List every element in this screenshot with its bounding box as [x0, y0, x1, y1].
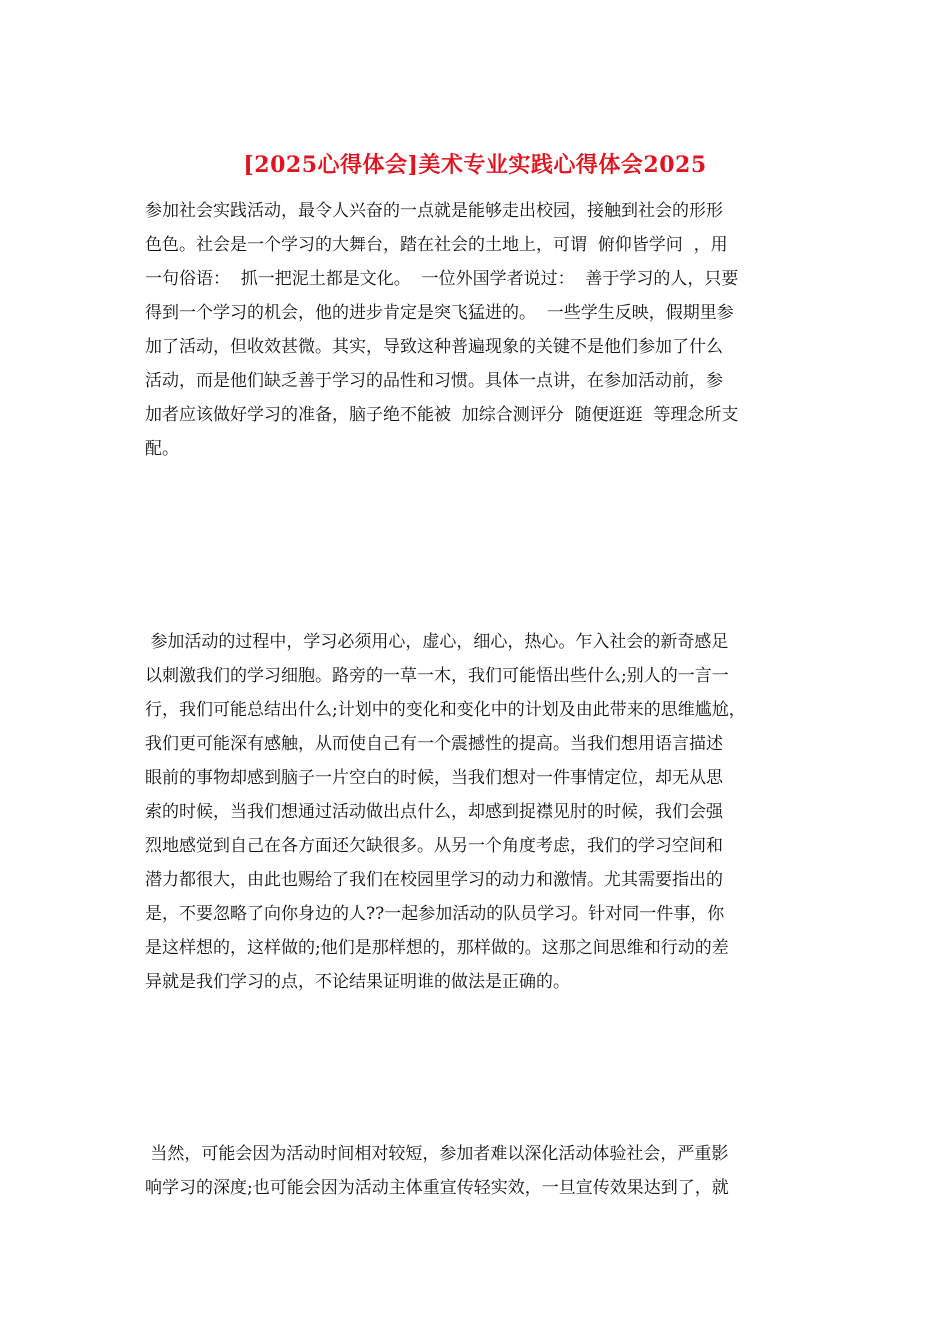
paragraph-line: 是这样想的，这样做的;他们是那样想的，那样做的。这那之间思维和行动的差 — [145, 938, 729, 958]
paragraph-3 — [145, 1137, 813, 1205]
paragraph-line: 眼前的事物却感到脑子一片空白的时候，当我们想对一件事情定位，却无从思 — [145, 768, 723, 788]
paragraph-line: 得到一个学习的机会，他的进步肯定是突飞猛进的。 一些学生反映，假期里参 — [145, 303, 734, 323]
paragraph-line: 索的时候，当我们想通过活动做出点什么，却感到捉襟见肘的时候，我们会强 — [145, 802, 723, 822]
paragraph-1 — [145, 194, 813, 466]
paragraph-line: 烈地感觉到自己在各方面还欠缺很多。从另一个角度考虑，我们的学习空间和 — [145, 836, 723, 856]
paragraph-line: 活动，而是他们缺乏善于学习的品性和习惯。具体一点讲，在参加活动前，参 — [145, 371, 723, 391]
paragraph-line: 潜力都很大，由此也赐给了我们在校园里学习的动力和激情。尤其需要指出的 — [145, 870, 723, 890]
paragraph-line: 色色。社会是一个学习的大舞台，踏在社会的土地上，可谓 俯仰皆学问 ，用 — [145, 235, 728, 255]
paragraph-line: 行，我们可能总结出什么;计划中的变化和变化中的计划及由此带来的思维尴尬， — [145, 700, 746, 720]
paragraph-2 — [145, 625, 813, 999]
paragraph-line: 以刺激我们的学习细胞。路旁的一草一木，我们可能悟出些什么;别人的一言一 — [145, 666, 729, 686]
paragraph-line: 一句俗语： 抓一把泥土都是文化。 一位外国学者说过： 善于学习的人，只要 — [145, 269, 739, 289]
paragraph-line: 我们更可能深有感触，从而使自己有一个震撼性的提高。当我们想用语言描述 — [145, 734, 723, 754]
paragraph-line: 加者应该做好学习的准备，脑子绝不能被 加综合测评分 随便逛逛 等理念所支 — [145, 405, 739, 425]
paragraph-line: 响学习的深度;也可能会因为活动主体重宣传轻实效，一旦宣传效果达到了，就 — [145, 1178, 729, 1198]
paragraph-line: 加了活动，但收效甚微。其实，导致这种普遍现象的关键不是他们参加了什么 — [145, 337, 723, 357]
paragraph-line: 当然，可能会因为活动时间相对较短，参加者难以深化活动体验社会，严重影 — [145, 1144, 729, 1164]
paragraph-line: 是，不要忽略了向你身边的人??一起参加活动的队员学习。针对同一件事，你 — [145, 904, 725, 924]
document-title: [2025心得体会]美术专业实践心得体会2025 — [243, 152, 707, 178]
paragraph-line: 配。 — [145, 439, 179, 459]
paragraph-line: 参加社会实践活动，最令人兴奋的一点就是能够走出校园，接触到社会的形形 — [145, 201, 723, 221]
paragraph-line: 参加活动的过程中，学习必须用心，虚心，细心，热心。乍入社会的新奇感足 — [145, 632, 729, 652]
paragraph-line: 异就是我们学习的点，不论结果证明谁的做法是正确的。 — [145, 972, 570, 992]
